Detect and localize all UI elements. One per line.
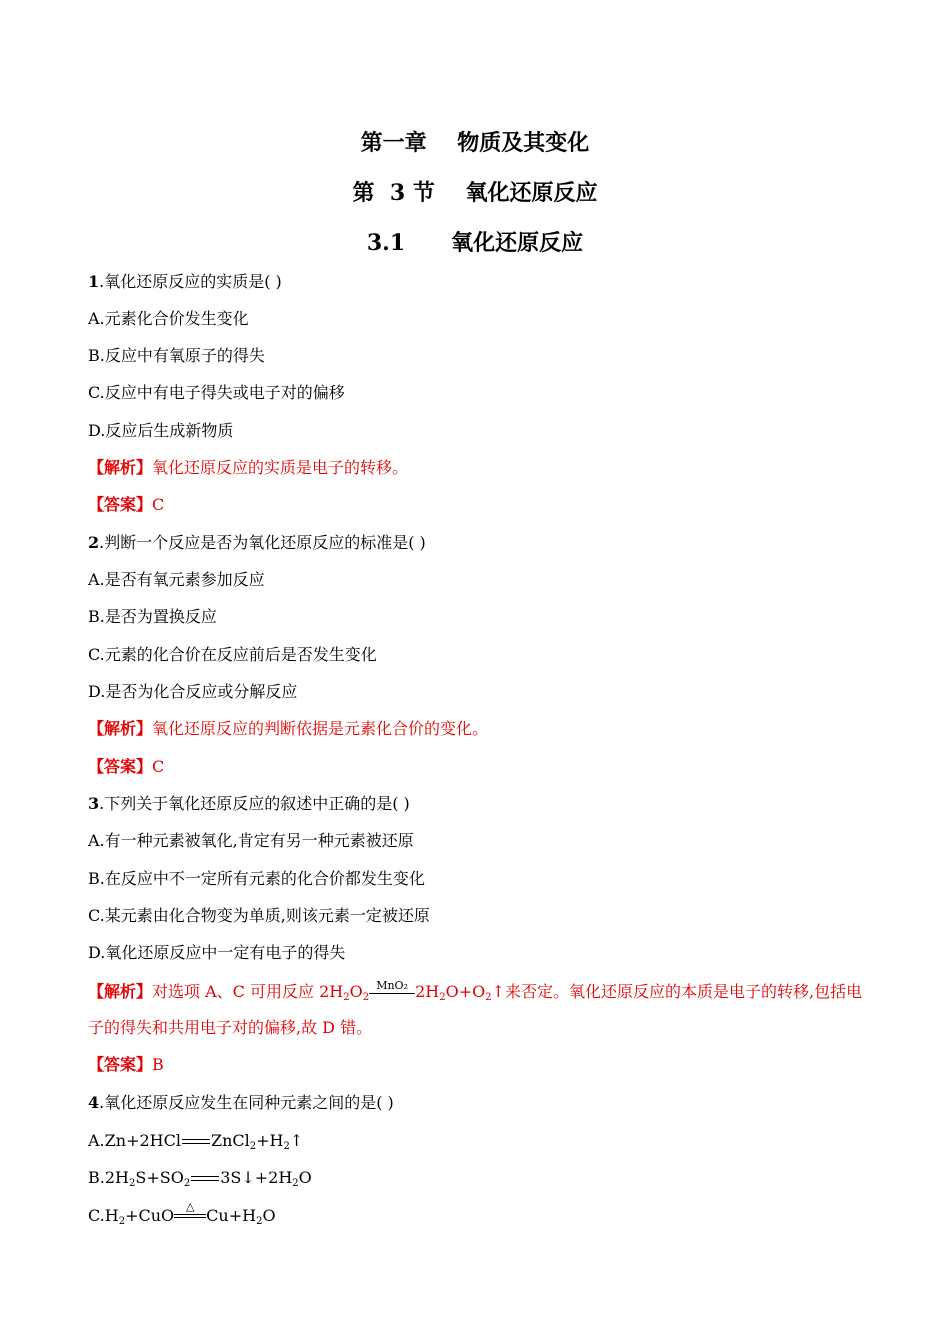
q4-option-b [88, 1168, 312, 1188]
subscript: 2 [183, 1178, 191, 1189]
subscript: 2 [343, 992, 350, 1003]
section-title: 第 3 节 氧化还原反应 [352, 180, 598, 206]
q2-number: 2 [88, 533, 100, 552]
q3-option-c: C.某元素由化合物变为单质,则该元素一定被还原 [88, 906, 430, 925]
heat-triangle-icon: △ [185, 1200, 195, 1213]
equals-sign [190, 1174, 220, 1184]
subscript: 2 [283, 1141, 290, 1152]
q2-analysis [88, 719, 488, 739]
catalyst-label: MnO₂ [376, 978, 408, 992]
q4-option-c [88, 1200, 276, 1227]
analysis-text: ↑来否定。氧化还原反应的本质是电子的转移,包括电 [491, 982, 863, 1001]
subscript: 2 [439, 992, 446, 1003]
q2-option-c: C.元素的化合价在反应前后是否发生变化 [88, 645, 377, 664]
q1-stem [88, 272, 282, 292]
equation-rhs: O [298, 1168, 312, 1187]
analysis-text: 氧化还原反应的判断依据是元素化合价的变化。 [152, 719, 489, 738]
q2-option-d: D.是否为化合反应或分解反应 [88, 682, 298, 701]
q2-option-a: A.是否有氧元素参加反应 [88, 570, 265, 589]
heating-condition [174, 1201, 206, 1218]
analysis-text: 2H [415, 982, 440, 1001]
q3-option-a: A.有一种元素被氧化,肯定有另一种元素被还原 [88, 831, 414, 850]
q2-stem-text: .判断一个反应是否为氧化还原反应的标准是( ) [99, 533, 426, 552]
q1-option-b: B.反应中有氧原子的得失 [88, 346, 265, 365]
analysis-text: O+O [445, 982, 486, 1001]
subsection-title: 3.1 氧化还原反应 [366, 230, 584, 256]
equation-lhs: C.H [88, 1206, 119, 1225]
subscript: 2 [292, 1178, 299, 1189]
q3-number: 3 [88, 794, 100, 813]
q2-option-b: B.是否为置换反应 [88, 607, 217, 626]
analysis-tag: 【解析】 [88, 982, 153, 1001]
equation-rhs: ↑ [289, 1131, 304, 1150]
q1-option-c: C.反应中有电子得失或电子对的偏移 [88, 383, 345, 402]
q3-analysis-line2: 子的得失和共用电子对的偏移,故 D 错。 [88, 1018, 373, 1037]
subscript: 2 [249, 1141, 257, 1152]
analysis-tag: 【解析】 [88, 458, 153, 477]
subscript: 2 [128, 1178, 136, 1189]
answer-text: C [152, 757, 165, 776]
q1-stem-text: .氧化还原反应的实质是( ) [99, 272, 282, 291]
subscript: 2 [256, 1216, 263, 1227]
equation-lhs: A.Zn+2HCl [88, 1131, 181, 1150]
equation-rhs: 3S↓+2H [220, 1168, 293, 1187]
equation-lhs: +CuO [125, 1206, 175, 1225]
q3-answer [88, 1055, 164, 1075]
analysis-text: 对选项 A、C 可用反应 2H [152, 982, 344, 1001]
answer-tag: 【答案】 [88, 495, 153, 514]
subscript: 2 [485, 992, 492, 1003]
q1-option-a: A.元素化合价发生变化 [88, 309, 249, 328]
q1-answer [88, 495, 164, 515]
equation-rhs: +H [256, 1131, 284, 1150]
q4-stem-text: .氧化还原反应发生在同种元素之间的是( ) [99, 1093, 394, 1112]
catalyst-arrow [369, 980, 415, 994]
q3-stem [88, 794, 410, 814]
q4-stem [88, 1093, 394, 1113]
q4-option-a [88, 1131, 303, 1151]
q3-option-d: D.氧化还原反应中一定有电子的得失 [88, 943, 346, 962]
q1-analysis [88, 458, 408, 478]
equals-sign [181, 1137, 211, 1147]
reaction-line [369, 993, 415, 994]
equals-line-bottom [174, 1217, 206, 1218]
answer-text: C [152, 495, 165, 514]
q1-option-d: D.反应后生成新物质 [88, 421, 234, 440]
answer-tag: 【答案】 [88, 1055, 153, 1074]
q2-stem [88, 533, 426, 553]
equation-rhs: Cu+H [206, 1206, 257, 1225]
analysis-text: 氧化还原反应的实质是电子的转移。 [152, 458, 409, 477]
subscript: 2 [118, 1216, 126, 1227]
q3-stem-text: .下列关于氧化还原反应的叙述中正确的是( ) [99, 794, 410, 813]
q1-number: 1 [88, 272, 100, 291]
equation-lhs: B.2H [88, 1168, 129, 1187]
q2-answer [88, 757, 164, 777]
q3-analysis-line1 [88, 978, 863, 1003]
q4-number: 4 [88, 1093, 100, 1112]
equation-rhs: ZnCl [210, 1131, 250, 1150]
answer-tag: 【答案】 [88, 757, 153, 776]
equals-line-top [174, 1214, 206, 1215]
answer-text: B [152, 1055, 164, 1074]
equation-rhs: O [262, 1206, 276, 1225]
subscript: 2 [362, 992, 370, 1003]
q3-option-b: B.在反应中不一定所有元素的化合价都发生变化 [88, 869, 425, 888]
analysis-tag: 【解析】 [88, 719, 153, 738]
equation-lhs: S+SO [135, 1168, 184, 1187]
analysis-text: O [349, 982, 363, 1001]
chapter-title: 第一章 物质及其变化 [360, 130, 590, 156]
